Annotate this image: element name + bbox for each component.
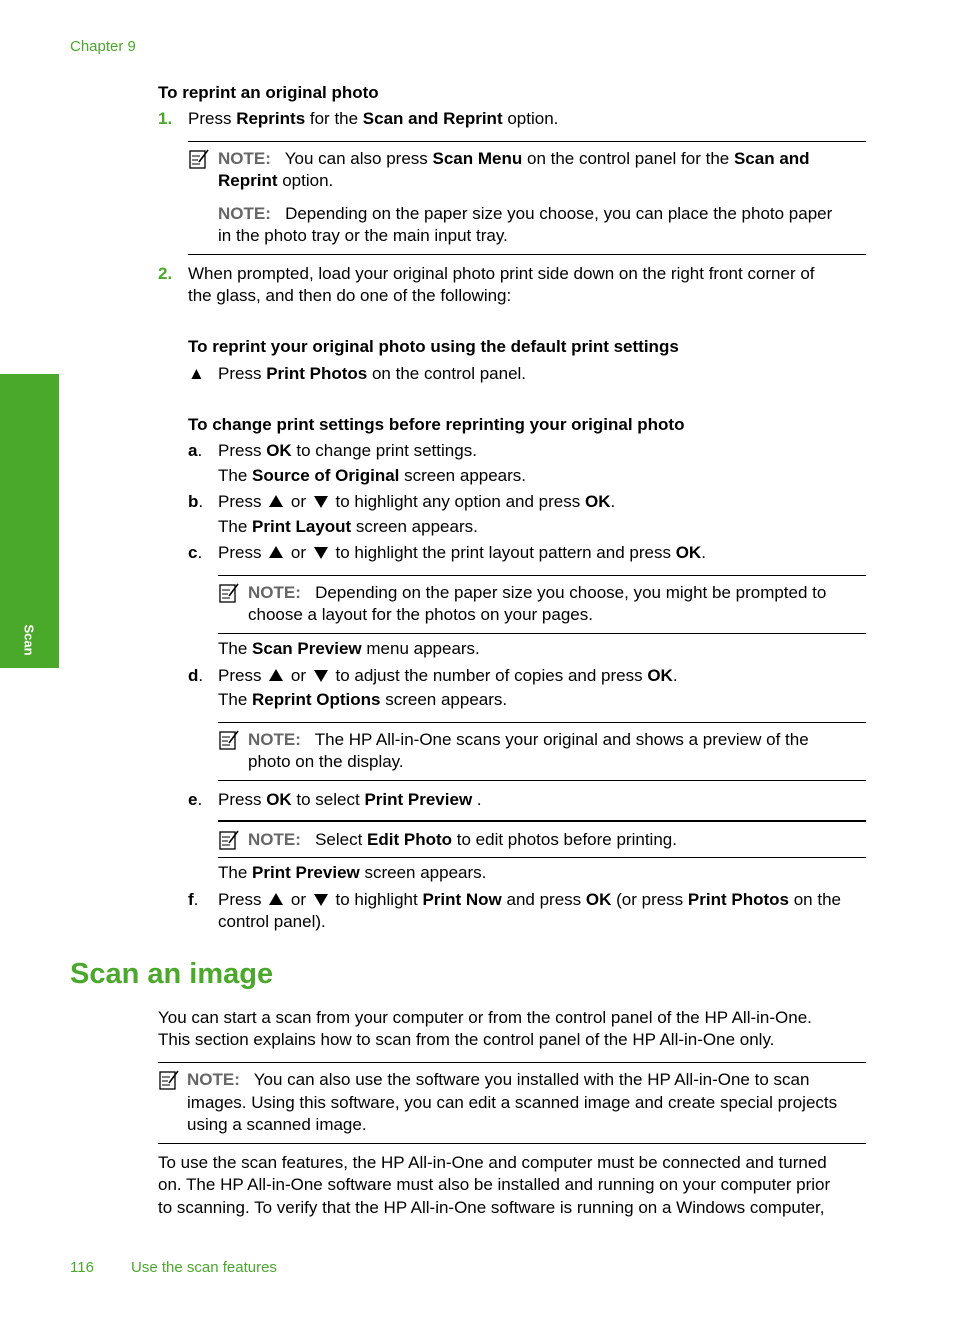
step-a-result: The Source of Original screen appears. xyxy=(218,466,527,485)
step-a-text: Press OK to change print settings. xyxy=(218,441,477,460)
subprocedure-title: To reprint your original photo using the default print settings xyxy=(188,337,679,356)
step-letter: b. xyxy=(188,492,204,511)
paragraph: You can start a scan from your computer or from the control panel of the HP All-in-One. xyxy=(158,1008,812,1027)
step-letter: e. xyxy=(188,790,203,809)
down-arrow-icon xyxy=(314,547,328,559)
step-letter: a. xyxy=(188,441,203,460)
chapter-header: Chapter 9 xyxy=(70,38,136,55)
footer-title: Use the scan features xyxy=(131,1259,277,1276)
procedure-title: To reprint an original photo xyxy=(158,83,379,102)
step-e-text: Press OK to select Print Preview . xyxy=(218,790,482,809)
note-rule-top xyxy=(218,575,866,576)
step-c-result: The Scan Preview menu appears. xyxy=(218,639,480,658)
page-number: 116 xyxy=(70,1259,94,1276)
step-c-text: Press or to highlight the print layout pattern and press OK. xyxy=(218,543,706,562)
note-text: NOTE: Depending on the paper size you choose, you can place the photo paper xyxy=(218,204,833,223)
note-text: in the photo tray or the main input tray. xyxy=(218,226,508,245)
step-b-result: The Print Layout screen appears. xyxy=(218,517,478,536)
step-f-text: control panel). xyxy=(218,912,326,931)
step-f-text: Press or to highlight Print Now and press OK (or press Print Photos on the xyxy=(218,890,841,909)
note-text: Reprint option. xyxy=(218,171,334,190)
step-e-result: The Print Preview screen appears. xyxy=(218,863,487,882)
step-1-text: Press Reprints for the Scan and Reprint option. xyxy=(188,109,559,128)
note-text: NOTE: You can also press Scan Menu on the control panel for the Scan and xyxy=(218,149,810,168)
step-letter: f. xyxy=(188,890,199,909)
note-icon xyxy=(158,1069,180,1091)
note-rule-top xyxy=(218,820,866,822)
note-text: using a scanned image. xyxy=(187,1115,367,1134)
note-text: choose a layout for the photos on your pages. xyxy=(248,605,593,624)
note-rule-bottom xyxy=(188,254,866,255)
note-rule-bottom xyxy=(218,780,866,781)
note-icon xyxy=(188,148,210,170)
side-tab-label: Scan xyxy=(21,624,37,656)
subprocedure-title: To change print settings before reprinting your original photo xyxy=(188,415,685,434)
paragraph: This section explains how to scan from the control panel of the HP All-in-One only. xyxy=(158,1030,775,1049)
note-text: NOTE: The HP All-in-One scans your original and shows a preview of the xyxy=(248,730,809,749)
note-icon xyxy=(218,829,240,851)
paragraph: on. The HP All-in-One software must also be installed and running on your computer prior xyxy=(158,1175,831,1194)
note-text: NOTE: You can also use the software you installed with the HP All-in-One to scan xyxy=(187,1070,810,1089)
note-icon xyxy=(218,582,240,604)
step-d-text: Press or to adjust the number of copies and press OK. xyxy=(218,666,678,685)
note-text: images. Using this software, you can edit a scanned image and create special projects xyxy=(187,1093,838,1112)
note-text: NOTE: Depending on the paper size you choose, you might be prompted to xyxy=(248,583,827,602)
up-arrow-icon xyxy=(269,546,283,558)
paragraph: To use the scan features, the HP All-in-One and computer must be connected and turned xyxy=(158,1153,827,1172)
bullet-text: Press Print Photos on the control panel. xyxy=(218,364,527,383)
down-arrow-icon xyxy=(314,894,328,906)
step-2-text: the glass, and then do one of the following: xyxy=(188,286,512,305)
note-rule-top xyxy=(218,722,866,723)
down-arrow-icon xyxy=(314,670,328,682)
bullet-triangle: ▲ xyxy=(188,364,205,383)
note-rule-top xyxy=(158,1062,866,1063)
paragraph: to scanning. To verify that the HP All-in-One software is running on a Windows computer, xyxy=(158,1198,825,1217)
up-arrow-icon xyxy=(269,669,283,681)
down-arrow-icon xyxy=(314,496,328,508)
step-d-result: The Reprint Options screen appears. xyxy=(218,690,508,709)
step-number: 1. xyxy=(158,109,173,128)
note-icon xyxy=(218,729,240,751)
note-text: photo on the display. xyxy=(248,752,404,771)
note-rule-bottom xyxy=(218,633,866,634)
note-rule-bottom xyxy=(158,1143,866,1144)
note-rule-bottom xyxy=(218,857,866,858)
step-letter: d. xyxy=(188,666,204,685)
note-text: NOTE: Select Edit Photo to edit photos before printing. xyxy=(248,830,677,849)
step-2-text: When prompted, load your original photo print side down on the right front corner of xyxy=(188,264,815,283)
up-arrow-icon xyxy=(269,495,283,507)
up-arrow-icon xyxy=(269,893,283,905)
step-number: 2. xyxy=(158,264,173,283)
step-b-text: Press or to highlight any option and press OK. xyxy=(218,492,616,511)
step-letter: c. xyxy=(188,543,203,562)
note-rule-top xyxy=(188,141,866,142)
section-heading: Scan an image xyxy=(70,958,274,990)
